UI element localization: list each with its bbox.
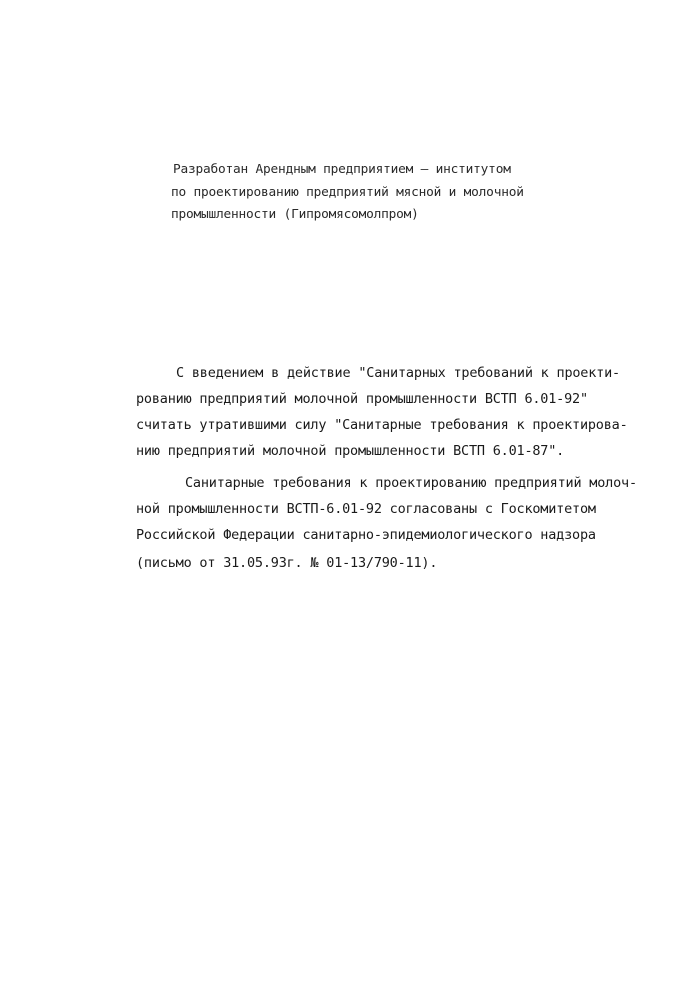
paragraph-line: С введением в действие "Санитарных требований к проекти- (176, 365, 620, 381)
developer-line: по проектированию предприятий мясной и молочной (171, 185, 524, 200)
paragraph-line: рованию предприятий молочной промышленности ВСТП 6.01-92" (136, 391, 588, 407)
paragraph-line: считать утратившими силу "Санитарные требования к проектирова- (136, 417, 628, 433)
developer-line: Разработан Арендным предприятием – институтом (173, 162, 511, 177)
paragraph-line: ной промышленности ВСТП-6.01-92 согласованы с Госкомитетом (136, 501, 596, 517)
paragraph-line: Санитарные требования к проектированию предприятий молоч- (185, 475, 637, 491)
paragraph-line: нию предприятий молочной промышленности ВСТП 6.01-87". (136, 443, 565, 459)
paragraph-line: Российской Федерации санитарно-эпидемиологического надзора (136, 527, 596, 543)
developer-line: промышленности (Гипромясомолпром) (171, 207, 419, 222)
paragraph-line: (письмо от 31.05.93г. № 01-13/790-11). (136, 555, 438, 571)
